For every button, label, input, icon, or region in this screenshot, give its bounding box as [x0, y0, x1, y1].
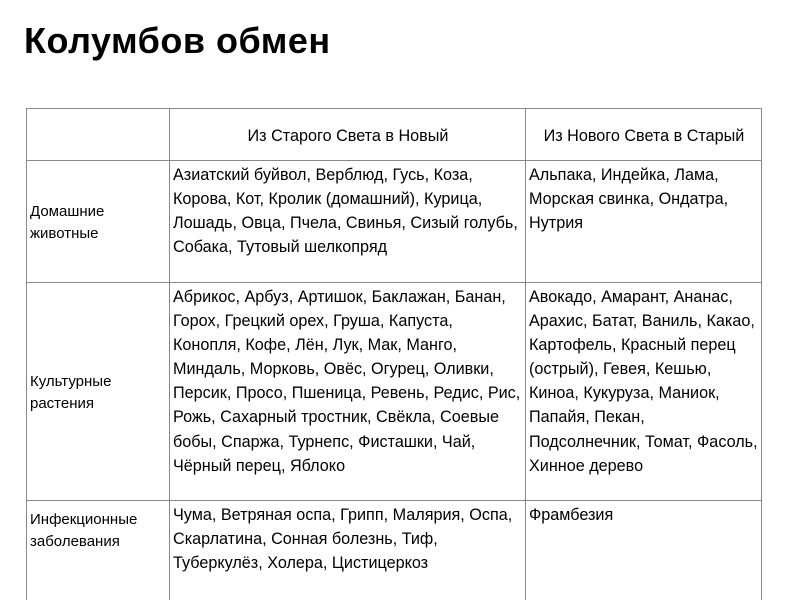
cell-diseases-old-to-new: Чума, Ветряная оспа, Грипп, Малярия, Оспа, Скарлатина, Сонная болезнь, Тиф, Туберкулёз, Холера, Цистицеркоз [170, 501, 526, 600]
row-label-crops: Культурные растения [27, 283, 170, 501]
cell-crops-new-to-old: Авокадо, Амарант, Ананас, Арахис, Батат, Ваниль, Какао, Картофель, Красный перец (острый), Гевея, Кешью, Киноа, Кукуруза, Маниок, Папайя, Пекан, Подсолнечник, Томат, Фасоль, Хинное дерево [526, 283, 762, 501]
header-new-to-old: Из Нового Света в Старый [526, 109, 762, 161]
cell-animals-old-to-new: Азиатский буйвол, Верблюд, Гусь, Коза, Корова, Кот, Кролик (домашний), Курица, Лошадь, Овца, Пчела, Свинья, Сизый голубь, Собака, Тутовый шелкопряд [170, 161, 526, 283]
cell-animals-new-to-old: Альпака, Индейка, Лама, Морская свинка, Ондатра, Нутрия [526, 161, 762, 283]
row-label-domestic-animals: Домашние животные [27, 161, 170, 283]
page-title: Колумбов обмен [24, 20, 331, 61]
table-row-diseases [27, 501, 762, 600]
header-corner-cell [27, 109, 170, 161]
cell-diseases-new-to-old: Фрамбезия [526, 501, 762, 600]
header-old-to-new: Из Старого Света в Новый [170, 109, 526, 161]
table-row-domestic-animals [27, 161, 762, 283]
columbian-exchange-table [26, 108, 762, 600]
row-label-diseases: Инфекционные заболевания [27, 501, 170, 600]
table-header-row [27, 109, 762, 161]
cell-crops-old-to-new: Абрикос, Арбуз, Артишок, Баклажан, Банан, Горох, Грецкий орех, Груша, Капуста, Конопля, Кофе, Лён, Лук, Мак, Манго, Миндаль, Морковь, Овёс, Огурец, Оливки, Персик, Просо, Пшеница, Ревень, Редис, Рис, Рожь, Сахарный тростник, Свёкла, Соевые бобы, Спаржа, Турнепс, Фисташки, Чай, Чёрный перец, Яблоко [170, 283, 526, 501]
table-row-crops [27, 283, 762, 501]
